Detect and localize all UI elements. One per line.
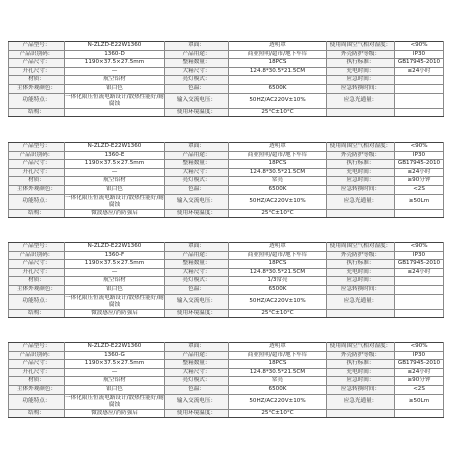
spec-label-cell: 功能特点： (9, 394, 65, 409)
spec-label-cell: 产品尺寸： (9, 59, 65, 68)
spec-value-cell: 124.8*30.5*21.5CM (229, 168, 327, 177)
table-row (9, 251, 444, 260)
spec-value-cell (395, 108, 444, 117)
spec-value-cell: ≥50Lm (395, 194, 444, 209)
table-row (9, 260, 444, 269)
spec-label-cell: 使用周围空气相对湿度： (327, 42, 395, 51)
spec-value-cell: <90% (395, 343, 444, 352)
table-row (9, 50, 444, 59)
spec-table (8, 142, 444, 218)
table-row (9, 185, 444, 194)
spec-label-cell: 主体外观颜色： (9, 185, 65, 194)
spec-label-cell: 大箱尺寸： (165, 168, 229, 177)
spec-label-cell: 罩面： (165, 143, 229, 152)
spec-table (8, 41, 444, 117)
spec-value-cell (395, 84, 444, 93)
spec-label-cell (327, 209, 395, 218)
spec-label-cell: 充电时间： (327, 368, 395, 377)
spec-value-cell: 1/3常亮 (229, 277, 327, 286)
spec-label-cell: 主体外观颜色： (9, 84, 65, 93)
spec-value-cell: 航空铝材 (65, 76, 165, 85)
table-row (9, 377, 444, 386)
spec-value-cell: <2S (395, 185, 444, 194)
spec-label-cell: 亮灯模式： (165, 76, 229, 85)
spec-label-cell: 应急光通量： (327, 394, 395, 409)
table-row (9, 151, 444, 160)
table-row (9, 394, 444, 409)
spec-value-cell: — (65, 168, 165, 177)
spec-value-cell: 1360-D (65, 50, 165, 59)
spec-label-cell: 材质： (9, 377, 65, 386)
spec-label-cell: 开孔尺寸： (9, 67, 65, 76)
spec-label-cell: 外壳防护等级： (327, 251, 395, 260)
spec-value-cell: 银白色 (65, 185, 165, 194)
spec-label-cell: 整箱数量： (165, 160, 229, 169)
spec-label-cell: 产品型号： (9, 343, 65, 352)
spec-value-cell: 124.8*30.5*21.5CM (229, 368, 327, 377)
table-row (9, 160, 444, 169)
spec-value-cell: GB17945-2010 (395, 160, 444, 169)
spec-label-cell: 结构： (9, 409, 65, 418)
spec-value-cell: 25°C±10°C (229, 409, 327, 418)
spec-label-cell (327, 409, 395, 418)
spec-label-cell: 使用环境温度： (165, 309, 229, 318)
table-row (9, 93, 444, 108)
spec-value-cell: GB17945-2010 (395, 260, 444, 269)
spec-label-cell: 产品用途： (165, 251, 229, 260)
spec-value-cell: 一体化限压恒流电路设计/散热性能好/耐腐蚀 (65, 94, 164, 107)
spec-value-cell: 一体化限压恒流电路设计/散热性能好/耐腐蚀 (65, 295, 164, 308)
table-row (9, 409, 444, 418)
spec-label-cell: 执行标准： (327, 59, 395, 68)
spec-label-cell: 产品用途： (165, 351, 229, 360)
spec-table (8, 342, 444, 418)
spec-label-cell: 输入交流电压： (165, 394, 229, 409)
spec-value-cell: ≥90分钟 (395, 177, 444, 186)
spec-value-cell: ≤24小时 (395, 368, 444, 377)
spec-value-cell: IP30 (395, 151, 444, 160)
spec-value-cell: ≤24小时 (395, 67, 444, 76)
spec-value-cell: 25°C±10°C (229, 209, 327, 218)
spec-label-cell: 执行标准： (327, 360, 395, 369)
spec-label-cell: 产品型号： (9, 243, 65, 252)
spec-value-cell: 18PCS (229, 59, 327, 68)
spec-value-cell: 商业照明/超市/地下车库 (229, 151, 327, 160)
spec-label-cell: 开孔尺寸： (9, 268, 65, 277)
spec-value-cell: 6500K (229, 84, 327, 93)
spec-label-cell: 整箱数量： (165, 59, 229, 68)
spec-label-cell: 外壳防护等级： (327, 351, 395, 360)
spec-label-cell: 产品型号： (9, 143, 65, 152)
table-row (9, 84, 444, 93)
spec-value-cell: 1360-E (65, 151, 165, 160)
spec-value-cell: 银白色 (65, 285, 165, 294)
spec-label-cell: 应急时间： (327, 377, 395, 386)
spec-label-cell: 应急光通量： (327, 93, 395, 108)
table-row (9, 177, 444, 186)
spec-label-cell: 产品识别码： (9, 351, 65, 360)
spec-label-cell: 结构： (9, 108, 65, 117)
spec-value-cell: 50HZ/AC220V±10% (229, 194, 327, 209)
spec-label-cell: 产品尺寸： (9, 260, 65, 269)
spec-label-cell: 罩面： (165, 42, 229, 51)
spec-label-cell: 执行标准： (327, 160, 395, 169)
table-row (9, 277, 444, 286)
spec-value-cell: 1190×37.5×27.5mm (65, 260, 165, 269)
spec-label-cell: 执行标准： (327, 260, 395, 269)
table-row (9, 294, 444, 309)
spec-label-cell: 产品尺寸： (9, 360, 65, 369)
spec-label-cell: 产品用途： (165, 50, 229, 59)
table-row (9, 385, 444, 394)
spec-label-cell: 充电时间： (327, 268, 395, 277)
spec-value-cell: IP30 (395, 351, 444, 360)
spec-value-cell: 1190×37.5×27.5mm (65, 160, 165, 169)
spec-value-cell: 微波感应/消防强启 (65, 209, 165, 218)
spec-value-cell: 透明罩 (229, 143, 327, 152)
spec-label-cell: 应急时间： (327, 277, 395, 286)
spec-value-cell (229, 76, 327, 85)
table-row (9, 351, 444, 360)
spec-value-cell: ≤24小时 (395, 268, 444, 277)
spec-label-cell: 应急转换时间： (327, 185, 395, 194)
spec-label-cell: 色温： (165, 185, 229, 194)
spec-label-cell: 主体外观颜色： (9, 285, 65, 294)
spec-table (8, 242, 444, 318)
table-row (9, 168, 444, 177)
table-row (9, 368, 444, 377)
spec-label-cell: 材质： (9, 76, 65, 85)
spec-value-cell: GB17945-2010 (395, 59, 444, 68)
spec-value-cell: 航空铝材 (65, 377, 165, 386)
spec-label-cell: 亮灯模式： (165, 277, 229, 286)
spec-label-cell: 使用环境温度： (165, 409, 229, 418)
table-row (9, 76, 444, 85)
spec-label-cell: 使用周围空气相对湿度： (327, 343, 395, 352)
spec-value-cell: IP30 (395, 50, 444, 59)
spec-label-cell: 使用环境温度： (165, 108, 229, 117)
spec-label-cell: 应急时间： (327, 76, 395, 85)
spec-label-cell: 外壳防护等级： (327, 50, 395, 59)
table-row (9, 268, 444, 277)
spec-value-cell: 50HZ/AC220V±10% (229, 93, 327, 108)
spec-label-cell: 应急转换时间： (327, 385, 395, 394)
spec-label-cell: 结构： (9, 309, 65, 318)
spec-label-cell: 应急光通量： (327, 194, 395, 209)
spec-value-cell: 25°C±10°C (229, 309, 327, 318)
spec-value-cell: 18PCS (229, 160, 327, 169)
spec-value-cell: 一体化限压恒流电路设计/散热性能好/耐腐蚀 (65, 195, 164, 208)
spec-label-cell: 开孔尺寸： (9, 168, 65, 177)
spec-label-cell: 整箱数量： (165, 360, 229, 369)
spec-value-cell (65, 108, 165, 117)
spec-value-cell: 微波感应/消防强启 (65, 409, 165, 418)
spec-label-cell: 大箱尺寸： (165, 368, 229, 377)
spec-value-cell: N-ZLZD-E22W1360 (65, 42, 165, 51)
spec-label-cell: 输入交流电压： (165, 93, 229, 108)
spec-value-cell: 微波感应/消防强启 (65, 309, 165, 318)
spec-label-cell: 开孔尺寸： (9, 368, 65, 377)
spec-label-cell: 外壳防护等级： (327, 151, 395, 160)
spec-label-cell (327, 309, 395, 318)
spec-value-cell: 124.8*30.5*21.5CM (229, 67, 327, 76)
spec-value-cell: 常亮 (229, 177, 327, 186)
spec-label-cell: 应急转换时间： (327, 84, 395, 93)
spec-value-cell: 透明罩 (229, 343, 327, 352)
spec-value-cell: 一体化限压恒流电路设计/散热性能好/耐腐蚀 (65, 395, 164, 408)
spec-label-cell: 功能特点： (9, 93, 65, 108)
spec-value-cell: — (65, 368, 165, 377)
spec-value-cell: ≤24小时 (395, 168, 444, 177)
table-row (9, 343, 444, 352)
spec-label-cell: 功能特点： (9, 294, 65, 309)
spec-label-cell: 充电时间： (327, 168, 395, 177)
spec-value-cell: ≥90分钟 (395, 377, 444, 386)
spec-value-cell: 商业照明/超市/地下车库 (229, 50, 327, 59)
table-row (9, 108, 444, 117)
spec-label-cell: 大箱尺寸： (165, 67, 229, 76)
spec-value-cell: 6500K (229, 185, 327, 194)
spec-value-cell: N-ZLZD-E22W1360 (65, 143, 165, 152)
spec-value-cell: <90% (395, 143, 444, 152)
spec-label-cell: 使用环境温度： (165, 209, 229, 218)
spec-label-cell: 产品尺寸： (9, 160, 65, 169)
spec-value-cell: 25°C±10°C (229, 108, 327, 117)
spec-value-cell: 1190×37.5×27.5mm (65, 360, 165, 369)
spec-value-cell: IP30 (395, 251, 444, 260)
spec-label-cell: 罩面： (165, 343, 229, 352)
spec-value-cell: 50HZ/AC220V±10% (229, 394, 327, 409)
spec-label-cell: 亮灯模式： (165, 177, 229, 186)
spec-value-cell (395, 209, 444, 218)
spec-value-cell (395, 309, 444, 318)
spec-value-cell: 航空铝材 (65, 177, 165, 186)
table-row (9, 243, 444, 252)
spec-label-cell: 输入交流电压： (165, 294, 229, 309)
spec-value-cell: <90% (395, 243, 444, 252)
spec-value-cell (395, 285, 444, 294)
table-row (9, 143, 444, 152)
spec-value-cell: 透明罩 (229, 42, 327, 51)
spec-value-cell: 18PCS (229, 360, 327, 369)
table-row (9, 59, 444, 68)
spec-value-cell (395, 76, 444, 85)
spec-value-cell (395, 277, 444, 286)
spec-value-cell: 50HZ/AC220V±10% (229, 294, 327, 309)
spec-value-cell: 6500K (229, 285, 327, 294)
spec-value-cell: 透明罩 (229, 243, 327, 252)
spec-value-cell: — (65, 268, 165, 277)
table-row (9, 285, 444, 294)
spec-label-cell: 产品用途： (165, 151, 229, 160)
spec-label-cell: 结构： (9, 209, 65, 218)
spec-label-cell: 材质： (9, 177, 65, 186)
spec-label-cell: 应急时间： (327, 177, 395, 186)
spec-value-cell: 银白色 (65, 385, 165, 394)
spec-value-cell: <2S (395, 385, 444, 394)
spec-value-cell: 1190×37.5×27.5mm (65, 59, 165, 68)
spec-label-cell: 应急光通量： (327, 294, 395, 309)
spec-label-cell: 大箱尺寸： (165, 268, 229, 277)
spec-label-cell: 使用周围空气相对湿度： (327, 143, 395, 152)
table-row (9, 42, 444, 51)
spec-value-cell: 18PCS (229, 260, 327, 269)
spec-value-cell: 银白色 (65, 84, 165, 93)
table-row (9, 309, 444, 318)
spec-value-cell: 6500K (229, 385, 327, 394)
spec-label-cell: 整箱数量： (165, 260, 229, 269)
spec-label-cell: 罩面： (165, 243, 229, 252)
spec-value-cell: N-ZLZD-E22W1360 (65, 243, 165, 252)
spec-value-cell: 常亮 (229, 377, 327, 386)
spec-label-cell: 应急转换时间： (327, 285, 395, 294)
spec-label-cell: 色温： (165, 385, 229, 394)
spec-value-cell: <90% (395, 42, 444, 51)
spec-value-cell: — (65, 67, 165, 76)
table-row (9, 209, 444, 218)
spec-label-cell: 色温： (165, 84, 229, 93)
spec-label-cell: 输入交流电压： (165, 194, 229, 209)
spec-value-cell (395, 294, 444, 309)
spec-label-cell: 产品识别码： (9, 50, 65, 59)
table-row (9, 360, 444, 369)
spec-value-cell: 商业照明/超市/地下车库 (229, 251, 327, 260)
spec-value-cell: N-ZLZD-E22W1360 (65, 343, 165, 352)
table-row (9, 194, 444, 209)
spec-label-cell: 使用周围空气相对湿度： (327, 243, 395, 252)
spec-label-cell: 产品识别码： (9, 151, 65, 160)
spec-label-cell: 产品识别码： (9, 251, 65, 260)
spec-value-cell: ≥50Lm (395, 394, 444, 409)
spec-value-cell (395, 409, 444, 418)
spec-value-cell: 航空铝材 (65, 277, 165, 286)
table-row (9, 67, 444, 76)
spec-value-cell: 1360-G (65, 351, 165, 360)
spec-label-cell: 产品型号： (9, 42, 65, 51)
spec-value-cell: 商业照明/超市/地下车库 (229, 351, 327, 360)
spec-label-cell (327, 108, 395, 117)
spec-label-cell: 材质： (9, 277, 65, 286)
spec-value-cell (395, 93, 444, 108)
spec-value-cell: GB17945-2010 (395, 360, 444, 369)
spec-label-cell: 功能特点： (9, 194, 65, 209)
spec-label-cell: 亮灯模式： (165, 377, 229, 386)
spec-value-cell: 1360-F (65, 251, 165, 260)
spec-label-cell: 色温： (165, 285, 229, 294)
spec-label-cell: 充电时间： (327, 67, 395, 76)
spec-label-cell: 主体外观颜色： (9, 385, 65, 394)
spec-value-cell: 124.8*30.5*21.5CM (229, 268, 327, 277)
